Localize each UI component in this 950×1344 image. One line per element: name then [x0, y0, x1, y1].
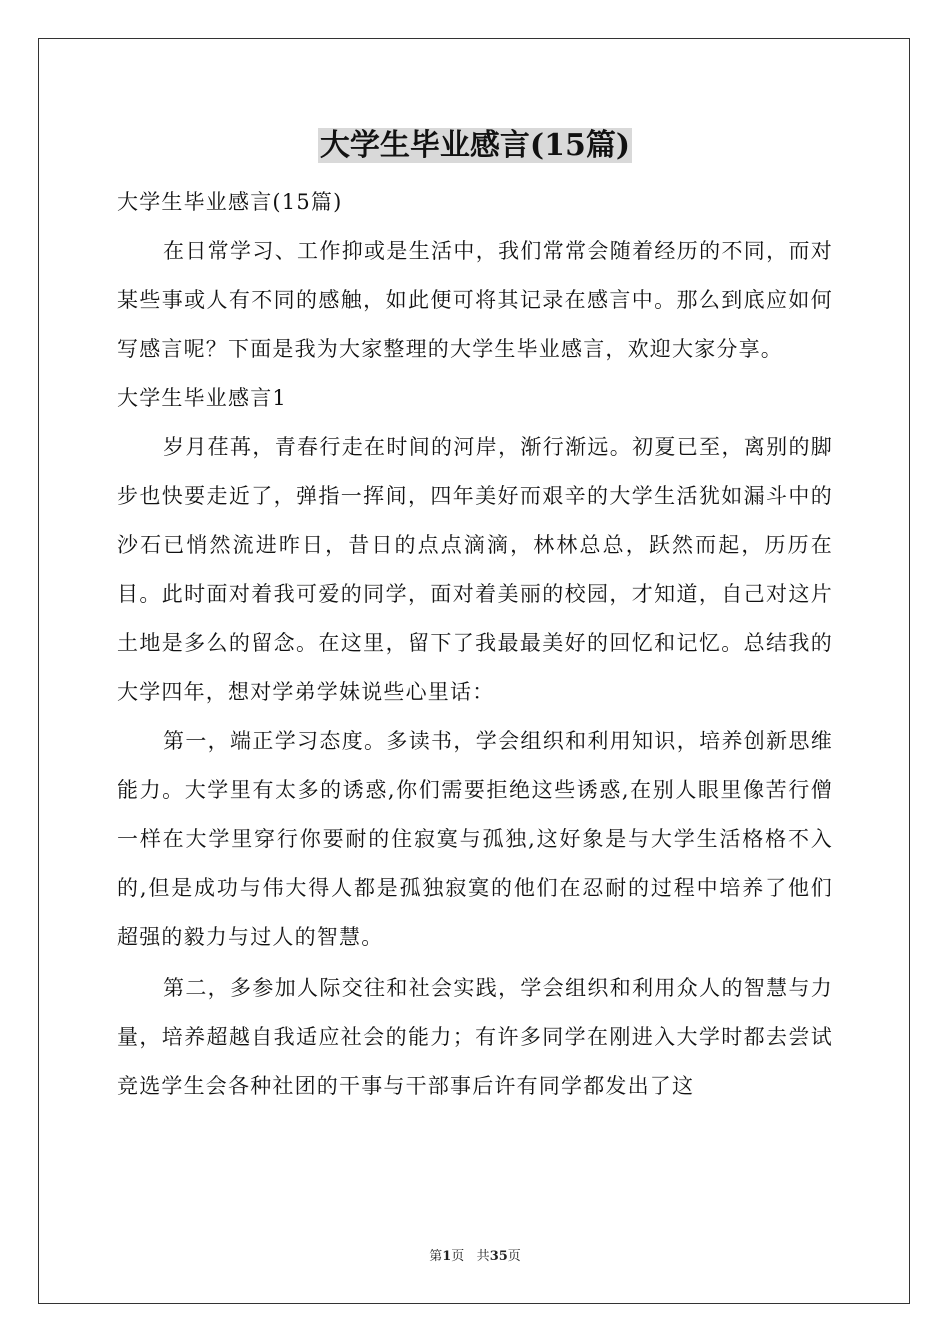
footer-total-pages: 35	[489, 1249, 508, 1264]
subtitle-line: 大学生毕业感言(15篇)	[117, 190, 343, 214]
document-body	[117, 178, 833, 1111]
page-footer	[0, 1248, 950, 1266]
footer-total-prefix: 共	[476, 1249, 490, 1264]
section-heading: 大学生毕业感言1	[117, 386, 287, 410]
body-paragraph: 第一，端正学习态度。多读书，学会组织和利用知识，培养创新思维能力。大学里有太多的诱惑,你们需要拒绝这些诱惑,在别人眼里像苦行僧一样在大学里穿行你要耐的住寂寞与孤独,这好象是与大学生活格格不入的,但是成功与伟大得人都是孤独寂寞的他们在忍耐的过程中培养了他们超强的毅力与过人的智慧。	[117, 729, 833, 949]
intro-paragraph: 在日常学习、工作抑或是生活中，我们常常会随着经历的不同，而对某些事或人有不同的感触，如此便可将其记录在感言中。那么到底应如何写感言呢？下面是我为大家整理的大学生毕业感言，欢迎大家分享。	[117, 239, 833, 361]
body-paragraph: 第二，多参加人际交往和社会实践，学会组织和利用众人的智慧与力量，培养超越自我适应社会的能力；有许多同学在刚进入大学时都去尝试竞选学生会各种社团的干事与干部事后许有同学都发出了这	[117, 976, 833, 1098]
document-title	[0, 124, 950, 168]
footer-total-suffix: 页	[507, 1249, 521, 1264]
footer-page-prefix: 第	[429, 1249, 443, 1264]
footer-page-suffix: 页	[451, 1249, 465, 1264]
body-paragraph: 岁月荏苒，青春行走在时间的河岸，渐行渐远。初夏已至，离别的脚步也快要走近了，弹指一挥间，四年美好而艰辛的大学生活犹如漏斗中的沙石已悄然流进昨日，昔日的点点滴滴，林林总总，跃然而起，历历在目。此时面对着我可爱的同学，面对着美丽的校园，才知道，自己对这片土地是多么的留念。在这里，留下了我最最美好的回忆和记忆。总结我的大学四年，想对学弟学妹说些心里话：	[117, 435, 833, 704]
footer-page-number: 1	[442, 1249, 452, 1264]
document-title-text: 大学生毕业感言(15篇)	[319, 128, 631, 163]
